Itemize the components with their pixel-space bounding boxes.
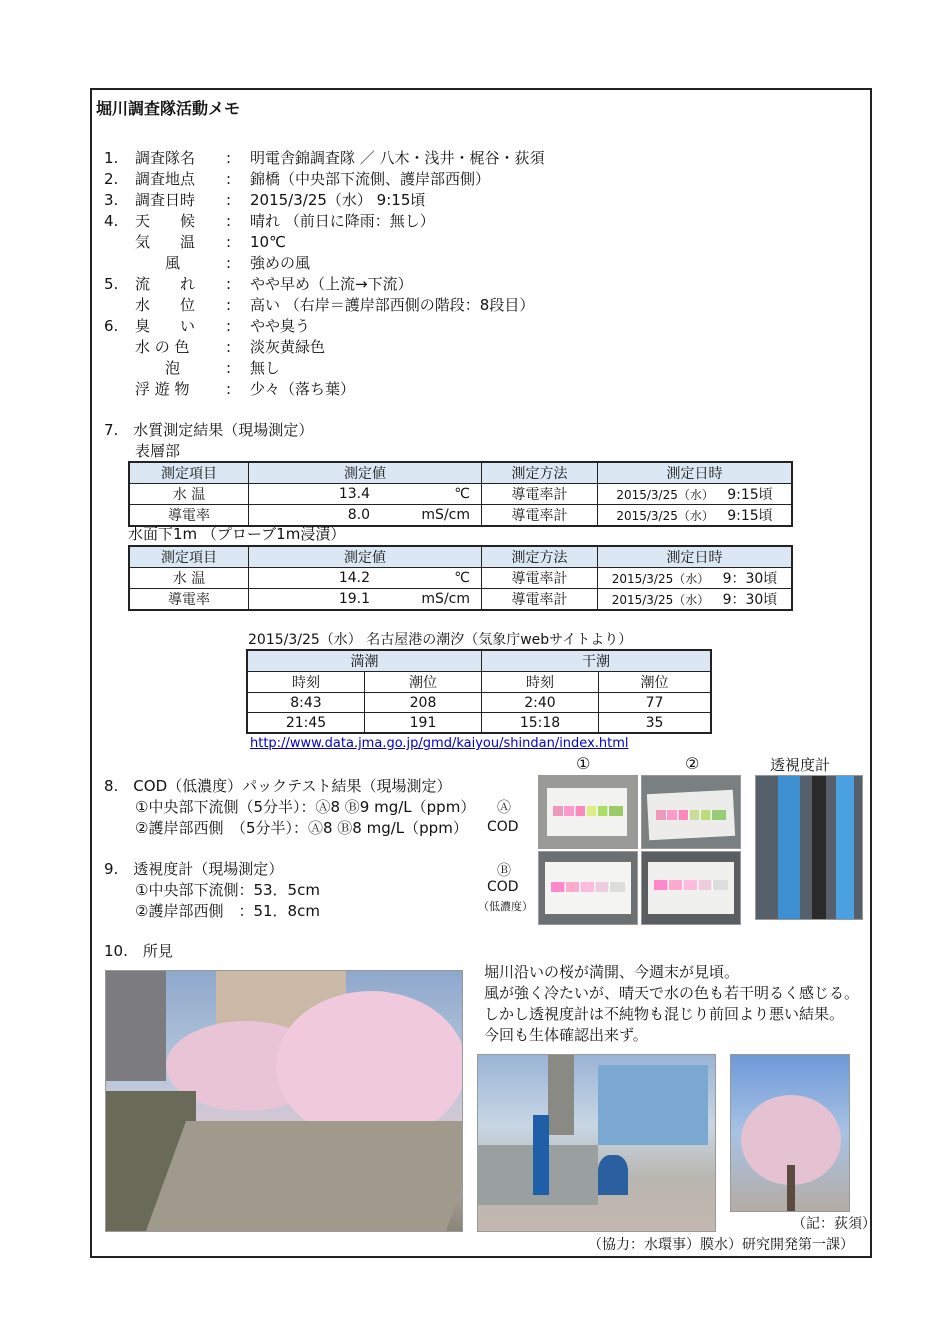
list-item — [0, 295, 860, 316]
time-text: 9:15頃 — [727, 508, 773, 524]
tide-time-header: 時刻 — [482, 672, 599, 693]
time-text: 9：30頃 — [722, 592, 778, 608]
tide-cell: 2:40 — [482, 693, 599, 713]
list-item — [0, 253, 860, 274]
header-method: 測定方法 — [482, 462, 598, 484]
value-number: 13.4 — [338, 486, 370, 502]
finding-line1: 堀川沿いの桜が満開、今週末が見頃。 — [484, 963, 740, 981]
list-item — [0, 358, 860, 379]
list-item — [0, 211, 860, 232]
item-value: 10℃ — [250, 233, 286, 251]
cell-value — [249, 505, 482, 527]
cell-method: 導電率計 — [482, 589, 598, 611]
deep-table — [128, 545, 793, 611]
item-value: 明電舎錦調査隊 ／ 八木・浅井・梶谷・荻須 — [250, 149, 545, 167]
cell-item: 水 温 — [129, 568, 249, 589]
value-unit: ℃ — [454, 486, 470, 502]
tide-cell: 191 — [365, 713, 482, 734]
cell-item: 水 温 — [129, 484, 249, 505]
page-title: 堀川調査隊活動メモ — [96, 99, 241, 118]
item-label: 水 位 — [135, 296, 196, 314]
date-text: 2015/3/25（水） — [611, 572, 710, 586]
tide-cell: 8:43 — [247, 693, 365, 713]
header-method: 測定方法 — [482, 546, 598, 568]
cell-item: 導電率 — [129, 589, 249, 611]
item-colon: : — [226, 254, 232, 272]
surface-table — [128, 461, 793, 527]
item-label: 天 候 — [135, 212, 196, 230]
tide-cell: 77 — [599, 693, 712, 713]
tide-caption: 2015/3/25（水） 名古屋港の潮汐（気象庁webサイトより） — [248, 632, 633, 648]
cod-a-label: COD — [487, 819, 519, 835]
item-number: 5. — [104, 275, 119, 293]
tide-table — [246, 649, 712, 734]
photo-label-one: ① — [576, 754, 591, 773]
time-text: 9：30頃 — [722, 571, 778, 587]
cell-value — [249, 568, 482, 589]
deep-label: 水面下1m （プローブ1m浸漬） — [128, 525, 346, 543]
header-item: 測定項目 — [129, 546, 249, 568]
section10-heading: 10. 所見 — [104, 942, 173, 960]
item-colon: : — [226, 338, 232, 356]
item-label: 気 温 — [135, 233, 196, 251]
item-number: 3. — [104, 191, 119, 209]
item-value: 高い （右岸＝護岸部西側の階段：8段目） — [250, 296, 535, 314]
cod-b-sub: （低濃度） — [478, 900, 533, 913]
transparency-meter-photo — [755, 775, 863, 920]
finding-line2: 風が強く冷たいが、晴天で水の色も若干明るく感じる。 — [484, 984, 860, 1002]
item-colon: : — [226, 275, 232, 293]
item-value: 淡灰黄緑色 — [250, 338, 326, 356]
item-colon: : — [226, 149, 232, 167]
item-label: 浮 遊 物 — [135, 380, 190, 398]
item-label: 調査地点 — [135, 170, 196, 188]
cherry-tree-photo — [730, 1054, 850, 1212]
tide-high-header: 満潮 — [247, 650, 482, 672]
list-item — [0, 190, 860, 211]
item-colon: : — [226, 380, 232, 398]
item-colon: : — [226, 170, 232, 188]
finding-line4: 今回も生体確認出来ず。 — [484, 1026, 648, 1044]
cell-date — [598, 505, 793, 527]
bridge-photo — [477, 1054, 716, 1232]
value-unit: mS/cm — [421, 507, 470, 523]
tide-level-header: 潮位 — [599, 672, 712, 693]
item-colon: : — [226, 191, 232, 209]
cell-date — [598, 568, 793, 589]
item-number: 6. — [104, 317, 119, 335]
list-item — [0, 379, 860, 400]
transparency-line2: ②護岸部西側 ：51．8cm — [135, 902, 320, 920]
cod-photo-b1 — [538, 851, 638, 925]
value-number: 8.0 — [347, 507, 370, 523]
cell-date — [598, 589, 793, 611]
cod-b-mark: Ⓑ — [497, 863, 511, 879]
item-colon: : — [226, 296, 232, 314]
photo-label-meter: 透視度計 — [770, 756, 831, 774]
item-label: 調査日時 — [135, 191, 196, 209]
cod-photo-b2 — [641, 851, 741, 925]
item-number: 2. — [104, 170, 119, 188]
date-text: 2015/3/25（水） — [616, 488, 714, 502]
tide-cell: 35 — [599, 713, 712, 734]
cod-line1: ①中央部下流側（5分半）：Ⓐ8 Ⓑ9 mg/L（ppm） — [135, 798, 476, 816]
cell-date — [598, 484, 793, 505]
section7-heading: 7. 水質測定結果（現場測定） — [104, 421, 314, 439]
item-label: 臭 い — [135, 317, 196, 335]
tide-low-header: 干潮 — [482, 650, 712, 672]
item-label: 泡 — [135, 359, 181, 377]
cell-value — [249, 589, 482, 611]
table-row — [129, 484, 792, 505]
list-item — [0, 316, 860, 337]
table-row — [129, 589, 792, 611]
list-item — [0, 274, 860, 295]
header-value: 測定値 — [249, 546, 482, 568]
value-number: 19.1 — [338, 591, 370, 607]
recorder: （記：荻須） — [792, 1216, 876, 1232]
cell-item: 導電率 — [129, 505, 249, 527]
value-number: 14.2 — [338, 570, 370, 586]
list-item — [0, 337, 860, 358]
item-colon: : — [226, 233, 232, 251]
item-value: やや早め（上流→下流） — [250, 275, 413, 293]
header-date: 測定日時 — [598, 546, 793, 568]
item-value: 晴れ （前日に降雨：無し） — [250, 212, 435, 230]
tide-level-header: 潮位 — [365, 672, 482, 693]
cod-b-label: COD — [487, 879, 519, 895]
jma-link[interactable]: http://www.data.jma.go.jp/gmd/kaiyou/shindan/index.html — [250, 736, 629, 751]
cod-photo-a1 — [538, 775, 638, 849]
item-number: 4. — [104, 212, 119, 230]
photo-label-two: ② — [685, 754, 700, 773]
tide-time-header: 時刻 — [247, 672, 365, 693]
tide-cell: 21:45 — [247, 713, 365, 734]
item-value: 錦橋（中央部下流側、護岸部西側） — [250, 170, 491, 188]
list-item — [0, 232, 860, 253]
table-row — [129, 568, 792, 589]
table-row — [247, 713, 711, 734]
cod-photo-a2 — [641, 775, 741, 849]
item-value: 少々（落ち葉） — [250, 380, 356, 398]
item-label: 調査隊名 — [135, 149, 196, 167]
item-number: 1. — [104, 149, 119, 167]
item-value: 無し — [250, 359, 281, 377]
list-item — [0, 169, 860, 190]
item-colon: : — [226, 212, 232, 230]
cod-line2: ②護岸部西側 （5分半）：Ⓐ8 Ⓑ8 mg/L（ppm） — [135, 819, 468, 837]
header-date: 測定日時 — [598, 462, 793, 484]
value-unit: mS/cm — [421, 591, 470, 607]
item-colon: : — [226, 317, 232, 335]
cod-a-mark: Ⓐ — [497, 800, 511, 816]
list-item — [0, 148, 860, 169]
cell-method: 導電率計 — [482, 484, 598, 505]
item-label: 風 — [135, 254, 181, 272]
item-value: 強めの風 — [250, 254, 311, 272]
item-value: 2015/3/25（水） 9:15頃 — [250, 191, 426, 209]
item-label: 流 れ — [135, 275, 196, 293]
cherry-blossom-photo — [105, 970, 463, 1232]
tide-cell: 15:18 — [482, 713, 599, 734]
section9-heading: 9. 透視度計（現場測定） — [104, 860, 284, 878]
table-row — [247, 693, 711, 713]
surface-label: 表層部 — [135, 442, 181, 460]
item-value: やや臭う — [250, 317, 311, 335]
transparency-line1: ①中央部下流側：53．5cm — [135, 881, 320, 899]
value-unit: ℃ — [454, 570, 470, 586]
date-text: 2015/3/25（水） — [611, 593, 710, 607]
table-row — [129, 505, 792, 527]
cell-method: 導電率計 — [482, 568, 598, 589]
cell-value — [249, 484, 482, 505]
date-text: 2015/3/25（水） — [616, 509, 714, 523]
header-value: 測定値 — [249, 462, 482, 484]
finding-line3: しかし透視度計は不純物も混じり前回より悪い結果。 — [484, 1005, 845, 1023]
item-colon: : — [226, 359, 232, 377]
item-label: 水 の 色 — [135, 338, 190, 356]
cell-method: 導電率計 — [482, 505, 598, 527]
cooperation: （協力：水環事）膜水）研究開発第一課） — [588, 1237, 854, 1253]
section8-heading: 8. COD（低濃度）パックテスト結果（現場測定） — [104, 777, 452, 795]
time-text: 9:15頃 — [727, 487, 773, 503]
tide-cell: 208 — [365, 693, 482, 713]
header-item: 測定項目 — [129, 462, 249, 484]
